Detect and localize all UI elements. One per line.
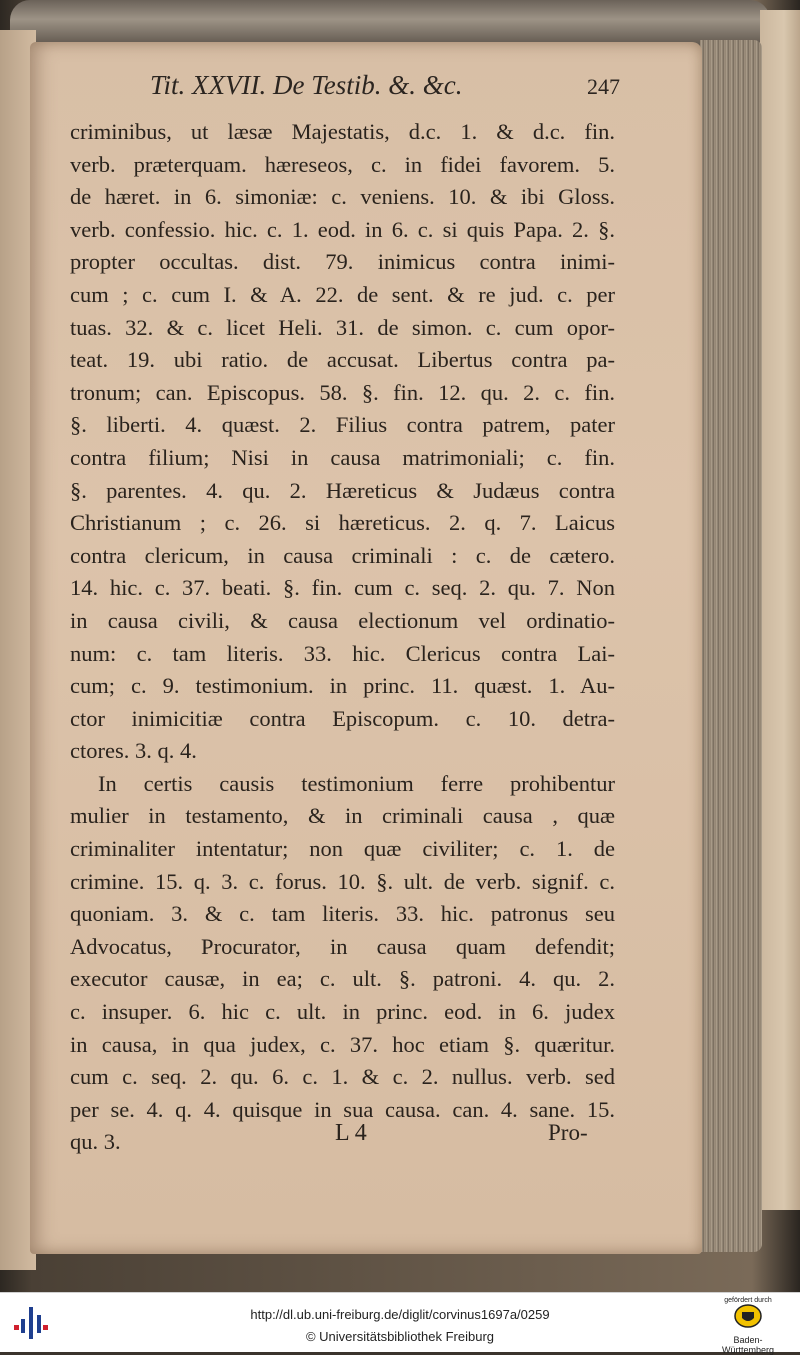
text-line: propter occultas. dist. 79. inimicus contra inimi- [70, 249, 615, 275]
text-line: criminibus, ut læsæ Majestatis, d.c. 1. & d.c. fin. [70, 119, 615, 144]
page-edges [700, 40, 762, 1252]
text-line: verb. præterquam. hæreseos, c. in fidei favorem. 5. [70, 151, 615, 177]
copyright-notice: © Universitätsbibliothek Freiburg [305, 1329, 495, 1344]
text-line: num: c. tam literis. 33. hic. Clericus contra Lai- [70, 640, 615, 666]
text-line: mulier in testamento, & in criminali causa , quæ [70, 803, 615, 829]
page-number: 247 [587, 74, 620, 99]
text-line: §. parentes. 4. qu. 2. Hæreticus & Judæus contra [70, 477, 615, 503]
text-line: c. insuper. 6. hic c. ult. in princ. eod. in 6. judex [70, 999, 615, 1025]
running-header [150, 70, 620, 110]
running-title: Tit. XXVII. De Testib. &. &c. [150, 70, 463, 100]
body-text [70, 116, 615, 1159]
signature-mark: L 4 [335, 1120, 367, 1146]
text-line: Christianum ; c. 26. si hæreticus. 2. q. 7. Laicus [70, 510, 615, 536]
text-line: criminaliter intentatur; non quæ civiliter; c. 1. de [70, 836, 615, 862]
text-line: cum c. seq. 2. qu. 6. c. 1. & c. 2. nullus. verb. sed [70, 1064, 615, 1090]
catchword: Pro- [548, 1120, 588, 1145]
text-line: in causa, in qua judex, c. 37. hoc etiam §. quæritur. [70, 1031, 615, 1057]
text-line: executor causæ, in ea; c. ult. §. patroni. 4. qu. 2. [70, 966, 615, 992]
text-line: cum ; c. cum I. & A. 22. de sent. & re jud. c. per [70, 281, 615, 307]
text-line: in causa civili, & causa electionum vel ordinatio- [70, 607, 615, 633]
text-line: §. liberti. 4. quæst. 2. Filius contra patrem, pater [70, 412, 615, 438]
text-line: In certis causis testimonium ferre prohibentur [98, 770, 615, 796]
state-coat-of-arms-icon [733, 1304, 763, 1328]
text-line: contra clericum, in causa criminali : c. de cætero. [70, 542, 615, 568]
text-line: ctor inimicitiæ contra Episcopum. c. 10. detra- [70, 705, 615, 731]
text-line: quoniam. 3. & c. tam literis. 33. hic. patronus seu [70, 901, 615, 927]
book-top-edge [10, 0, 770, 48]
text-line: contra filium; Nisi in causa matrimoniali; c. fin. [70, 444, 615, 470]
text-line: crimine. 15. q. 3. c. forus. 10. §. ult. de verb. signif. c. [70, 868, 615, 894]
text-line: verb. confessio. hic. c. 1. eod. in 6. c. si quis Papa. 2. §. [70, 216, 615, 242]
text-line: tuas. 32. & c. licet Heli. 31. de simon. c. cum opor- [70, 314, 615, 340]
text-line: ctores. 3. q. 4. [70, 738, 197, 764]
text-line: tronum; can. Episcopus. 58. §. fin. 12. qu. 2. c. fin. [70, 379, 615, 405]
text-line: per se. 4. q. 4. quisque in sua causa. can. 4. sane. 15. [70, 1096, 615, 1122]
funder-label: gefördert durch [724, 1297, 772, 1304]
book-back-cover [760, 10, 800, 1210]
funder-name: Baden-Württemberg [721, 1335, 774, 1355]
text-line: Advocatus, Procurator, in causa quam defendit; [70, 933, 615, 959]
text-line: cum; c. 9. testimonium. in princ. 11. quæst. 1. Au- [70, 673, 615, 699]
text-line: de hæret. in 6. simoniæ: c. veniens. 10. & ibi Gloss. [70, 184, 615, 210]
funder-block [708, 1297, 788, 1355]
permalink-url[interactable]: http://dl.ub.uni-freiburg.de/diglit/corvinus1697a/0259 [250, 1307, 550, 1322]
viewer-footer-bar [0, 1292, 800, 1355]
text-line: qu. 3. [70, 1129, 121, 1155]
text-line: 14. hic. c. 37. beati. §. fin. cum c. seq. 2. qu. 7. Non [70, 575, 615, 601]
text-line: teat. 19. ubi ratio. de accusat. Libertus contra pa- [70, 347, 615, 373]
